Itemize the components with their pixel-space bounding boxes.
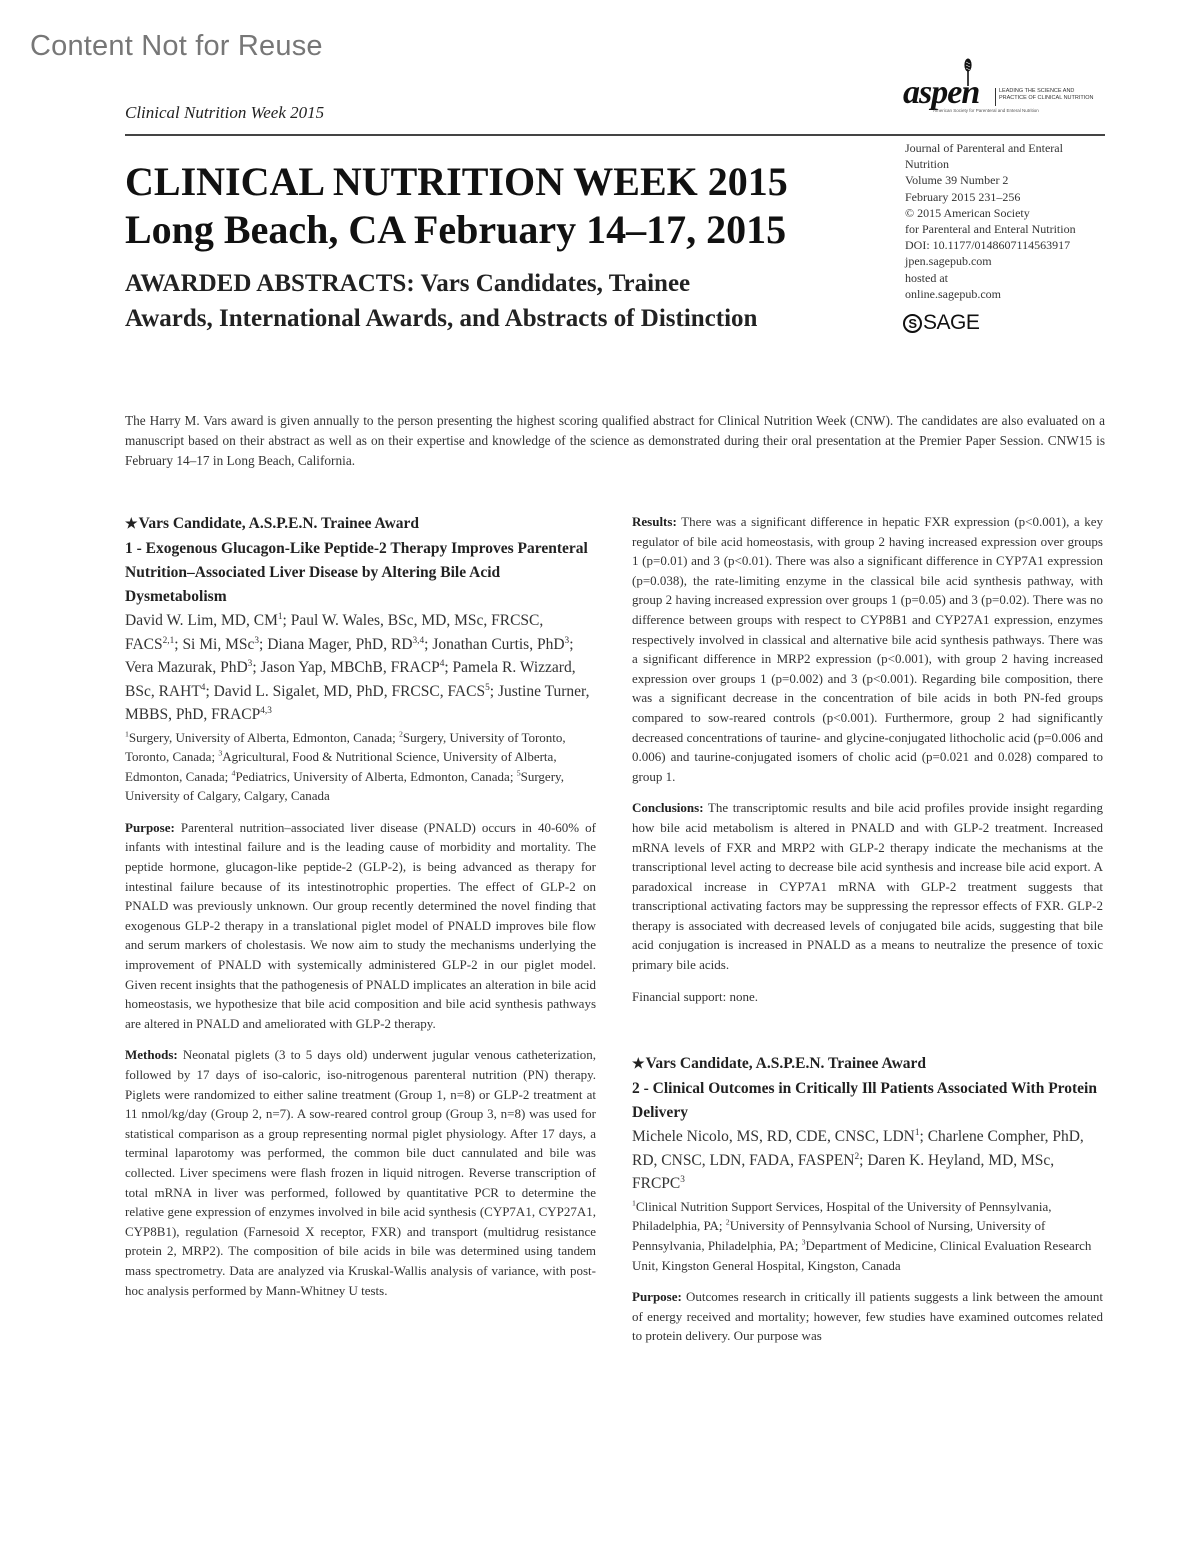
running-head: Clinical Nutrition Week 2015 [125,103,325,122]
logo-tagline-1: LEADING THE SCIENCE AND [999,88,1075,94]
author-name: Pamela R. Wizzard, BSc, RAHT [125,659,576,700]
abstract-1-results: Results: There was a significant difference in hepatic FXR expression (p<0.001), a key regulator of bile acid homeostasis, with group 2 having increased expression over groups 1 (p=0.01) and 3 (p<0.01). There was also a significant difference in CYP7A1 expression (p=0.038), the rate-limiting enzyme in the classical bile acid synthesis pathway, with group 2 having increased expression over groups 1 (p=0.05) and 3 (p=0.02). There was no difference between groups with respect to CYP8B1 and CYP27A1 expression, enzymes respectively involved in classical and alternative bile acid synthesis pathways. There was a significant difference in MRP2 expression (p<0.001), with group 2 having increased expression over groups 1 (p=0.002) and 3 (p<0.001). Regarding bile composition, there was a significant decrease in the concentration of bile acids in both PN-fed groups compared to sow-reared controls (p<0.001). Furthermore, group 2 had significantly decreased concentrations of taurine- and glycine-conjugated lithocholic acid (p=0.006 and 0.006) and taurine-conjugated isomers of cholic acid (p=0.021 and 0.028) compared to group 1. [632,514,1104,784]
journal-meta-line: hosted at [905,270,948,285]
author-name: Charlene Compher, PhD, RD, CNSC, LDN, FADA, FASPEN [632,1128,1084,1169]
affiliation-text: Surgery, University of Calgary, Calgary, Canada [125,768,564,804]
journal-meta-line: online.sagepub.com [905,286,1001,301]
sage-s-icon: S [903,314,922,333]
affiliation-marker: 4 [231,768,236,778]
affiliation-text: Agricultural, Food & Nutritional Science, University of Alberta, Edmonton, Canada [125,749,557,784]
aspen-logo [903,58,1108,118]
author-affiliation-marker: 3 [247,658,253,669]
left-column [125,512,596,1300]
author-name: Michele Nicolo, MS, RD, CDE, CNSC, LDN [632,1128,915,1146]
journal-meta-line: for Parenteral and Enteral Nutrition [905,222,1076,237]
journal-meta-line: © 2015 American Society [905,205,1030,220]
title-line-1: CLINICAL NUTRITION WEEK 2015 [125,159,788,204]
affiliation-text: University of Pennsylvania School of Nursing, University of Pennsylvania, Philadelphia, PA [632,1218,1046,1253]
author-name: Vera Mazurak, PhD [125,659,248,676]
author-name: Diana Mager, PhD, RD [267,635,413,653]
watermark: Content Not for Reuse [30,30,323,62]
abstract-2-title: 2 - Clinical Outcomes in Critically Ill Patients Associated With Protein Delivery [632,1080,1097,1122]
affiliation-text: Pediatrics, University of Alberta, Edmonton, Canada [235,768,510,784]
author-affiliation-marker: 4,3 [260,705,272,716]
journal-meta-line: jpen.sagepub.com [905,254,992,269]
author-affiliation-marker: 3 [680,1175,685,1186]
author-name: Paul W. Wales, BSc, MD, MSc, FRCSC, FACS [125,612,544,653]
journal-meta-line: Journal of Parenteral and Enteral [905,141,1063,155]
affiliation-text: Surgery, University of Toronto, Toronto, Canada [125,729,566,765]
abstract-1-purpose: Purpose: Parenteral nutrition–associated liver disease (PNALD) occurs in 40-60% of infants with intestinal failure and is the leading cause of morbidity and mortality. The peptide hormone, glucagon-like peptide-2 (GLP-2), is being advanced as therapy for intestinal failure because of its intestinotrophic properties. The effect of GLP-2 on PNALD was previously unknown. Our group recently determined the novel finding that exogenous GLP-2 therapy in a translational piglet model of PNALD improves bile flow and serum markers of cholestasis. We now aim to study the mechanisms underlying the improvement of PNALD with systemically administered GLP-2 in our piglet model. Given recent insights that the pathogenesis of PNALD implicates an alteration in bile acid homeostasis, we hypothesize that bile acid composition and bile acid synthesis pathways are altered in PNALD and ameliorated with GLP-2 therapy. [125,819,596,1031]
abstract-1-title: 1 - Exogenous Glucagon-Like Peptide-2 Therapy Improves Parenteral Nutrition–Associated Liver Disease by Altering Bile Acid Dysmetabolism [125,540,588,605]
abstract-2-award: ★Vars Candidate, A.S.P.E.N. Trainee Award [632,1055,927,1073]
abstract-1-authors: David W. Lim, MD, $CM^1$; Paul W. Wales, BSc, MD, MSc, FRCSC, FACS$^{2,1}$; Si Mi, MSc$^3$; Diana Mager, PhD, RD$^{3,4}$; Jonathan Curtis, PhD$^3$; Vera Mazurak, PhD$^3$; Jason Yap, MBChB, FRACP$^4$; Pamela R. Wizzard, BSc, RAHT$^4$; David L. Sigalet, MD, PhD, FRCSC, FACS$^5$; Justine Turner, MBBS, PhD, FRACP$^{4,3}$ [125,611,590,723]
affiliation-marker: 2 [398,729,403,739]
author-affiliation-marker: 3 [254,635,260,646]
author-affiliation-marker: 2,1 [162,635,175,646]
affiliation-text: Clinical Nutrition Support Services, Hospital of the University of Pennsylvania, Philadelphia, PA [632,1198,1052,1234]
author-affiliation-marker: 5 [485,682,490,693]
star-icon: ★ [125,517,138,532]
logo-divider [995,88,996,106]
logo-subline: American Society for Parenteral and Enteral Nutrition [933,108,1039,113]
author-name: Justine Turner, MBBS, PhD, FRACP [125,682,590,723]
abstract-1-affiliations: $^1$Surgery, University of Alberta, Edmonton, Canada; $^2$Surgery, University of Toronto, Toronto, Canada; $^3$Agricultural, Food & Nutritional Science, University of Alberta, Edmonton, Canada; $^4$Pediatrics, University of Alberta, Edmonton, Canada; $^5$Surgery, University of Calgary, Calgary, Canada [125,729,566,804]
journal-meta [905,140,1110,302]
affiliation-marker: 5 [516,768,521,778]
abstract-1-award: ★Vars Candidate, A.S.P.E.N. Trainee Award [125,515,420,532]
logo-tagline [999,88,1109,102]
author-name: Jason Yap, MBChB, FRACP [260,659,440,676]
author-affiliation-marker: 4 [439,658,445,669]
right-column [632,512,1103,1346]
journal-meta-line: DOI: 10.1177/0148607114563917 [905,238,1071,253]
author-name: Daren K. Heyland, MD, MSc, FRCPC [632,1151,1055,1193]
author-name: Jonathan Curtis, PhD [432,635,565,653]
affiliation-marker: 1 [632,1198,636,1208]
author-affiliation-marker: 3,4 [412,635,425,646]
author-name: David W. Lim, MD, CM [125,612,278,629]
intro-paragraph: The Harry M. Vars award is given annually to the person presenting the highest scoring qualified abstract for Clinical Nutrition Week (CNW). The candidates are also evaluated on a manuscript based on their abstract as well as on their expertise and knowledge of the science as demonstrated during their oral presentation at the Premier Paper Session. CNW15 is February 14–17 in Long Beach, California. [125,413,1105,468]
abstract-1-methods: Methods: Neonatal piglets (3 to 5 days old) underwent jugular venous catheterization, followed by 17 days of iso-caloric, iso-nitrogenous parenteral nutrition (PN) therapy. Piglets were randomized to either saline treatment (Group 1, n=8) or GLP-2 treatment at 11 nmol/kg/day (Group 2, n=7). A sow-reared control group (Group 3, n=8) was used for statistical comparison as a group representing normal piglet physiology. After 17 days, a terminal laparotomy was performed, the common bile duct cannulated and bile was collected. Liver specimens were flash frozen in liquid nitrogen. Reverse transcription of total mRNA in liver was performed, followed by quantitative PCR to determine the relative gene expression of enzymes involved in bile acid synthesis (CYP7A1, CYP27A1, CYP8B1), regulation (Farnesoid X receptor, FXR) and transport (multidrug resistance protein 2, MRP2). The composition of bile acids in bile was determined using tandem mass spectrometry. Data are analyzed via Kruskal-Wallis analysis of variance, with post-hoc analysis performed by Mann-Whitney U tests. [125,1047,596,1298]
page-subtitle [125,266,757,336]
abstract-1-financial: Financial support: none. [632,988,759,1004]
affiliation-text: Surgery, University of Alberta, Edmonton, Canada [128,729,393,745]
abstract-2-affiliations: $^1$Clinical Nutrition Support Services, Hospital of the University of Pennsylvania, Philadelphia, PA; $^2$University of Pennsylvania School of Nursing, University of Pennsylvania, Philadelphia, PA; $^3$Department of Medicine, Clinical Evaluation Research Unit, Kingston General Hospital, Kingston, Canada [632,1198,1092,1273]
logo-tagline-2: PRACTICE OF CLINICAL NUTRITION [999,95,1094,101]
affiliation-marker: 3 [218,748,223,758]
affiliation-marker: 3 [801,1237,806,1247]
publisher-name: SAGE [923,311,980,334]
abstract-1-conclusions: Conclusions: The transcriptomic results and bile acid profiles provide insight regarding how bile acid metabolism is altered in PNALD and with GLP-2 treatment. Increased mRNA levels of FXR and MRP2 with GLP-2 therapy indicate the mechanisms at the transcriptional level acting to decrease bile acid synthesis and increase bile acid export. A paradoxical increase in CYP7A1 mRNA with GLP-2 treatment suggests that transcriptional activating factors may be suppressing the repressor effects of FXR. GLP-2 therapy is associated with decreased levels of conjugated bile acids, suggesting that bile acid conjugation is increased in PNALD as a means to neutralize the presence of toxic primary bile acids. [632,800,1104,973]
affiliation-marker: 1 [125,729,129,739]
header-rule [125,134,1105,136]
subtitle-line-1: AWARDED ABSTRACTS: Vars Candidates, Trainee [125,270,691,297]
title-line-2: Long Beach, CA February 14–17, 2015 [125,207,787,252]
abstract-2-authors: Michele Nicolo, MS, RD, CDE, CNSC, LDN$^1$; Charlene Compher, PhD, RD, CNSC, LDN, FADA, FASPEN$^2$; Daren K. Heyland, MD, MSc, FRCPC$^3$ [632,1128,1084,1193]
journal-meta-line: Volume 39 Number 2 [905,173,1009,188]
abstract-2-purpose: Purpose: Outcomes research in critically ill patients suggests a link between the amount of energy received and mortality; however, few studies have examined outcomes related to protein delivery. Our purpose was [632,1289,1104,1344]
journal-meta-line: Nutrition [905,157,949,172]
logo-wordmark: aspen [903,74,980,111]
star-icon: ★ [632,1057,645,1073]
sage-logo [903,311,979,335]
author-affiliation-marker: 2 [854,1151,860,1162]
author-name: Si Mi, MSc [182,635,255,653]
page-title [125,158,788,254]
subtitle-line-2: Awards, International Awards, and Abstracts of Distinction [125,305,758,332]
affiliation-text: Department of Medicine, Clinical Evaluation Research Unit, Kingston General Hospital, Kingston, Canada [632,1237,1092,1273]
author-affiliation-marker: 4 [200,682,206,693]
journal-meta-line: February 2015 231–256 [905,189,1021,204]
author-affiliation-marker: 1 [277,611,283,622]
author-affiliation-marker: 3 [564,635,570,646]
author-name: David L. Sigalet, MD, PhD, FRCSC, FACS [213,682,486,700]
affiliation-marker: 2 [725,1218,730,1228]
author-affiliation-marker: 1 [914,1128,920,1139]
